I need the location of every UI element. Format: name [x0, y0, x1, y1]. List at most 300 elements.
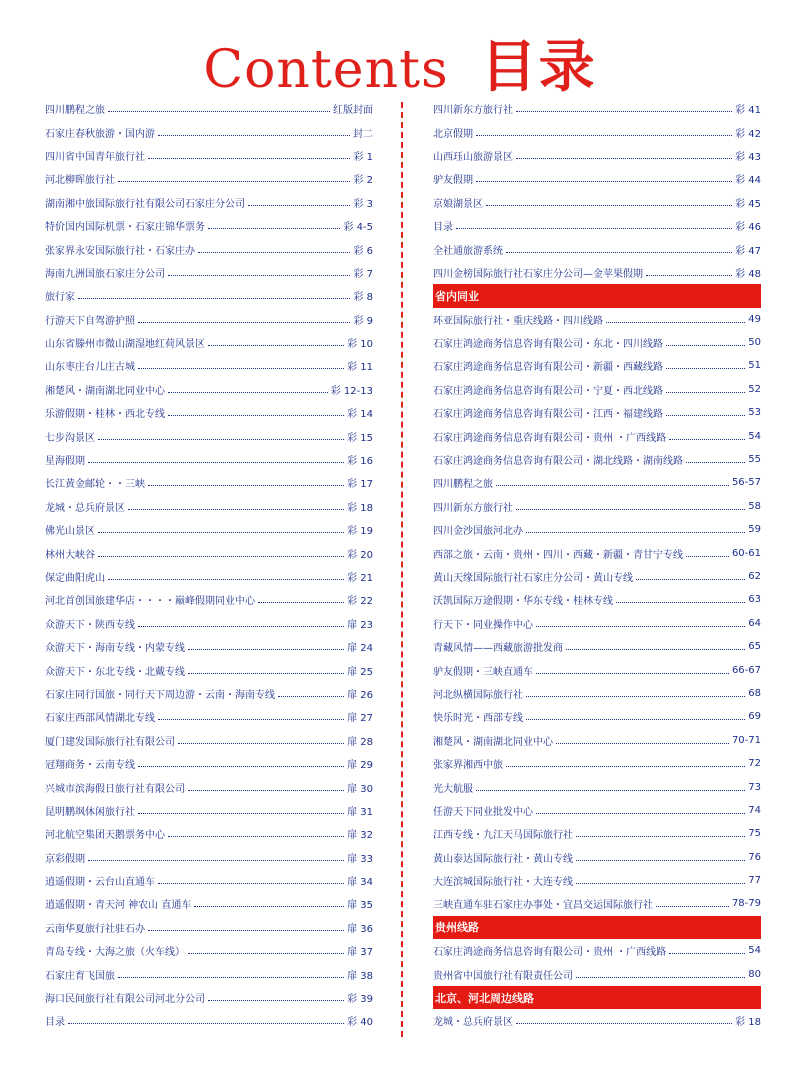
toc-entry[interactable]	[433, 939, 761, 962]
entry-page-number: 彩 8	[353, 292, 373, 304]
entry-title: 四川金沙国旅河北办	[433, 526, 523, 538]
entry-page-number: 彩 39	[347, 994, 373, 1006]
entry-page-number: 69	[748, 711, 761, 723]
entry-title: 四川鹏程之旅	[45, 105, 105, 117]
entry-page-number: 彩 16	[347, 456, 373, 468]
toc-entry[interactable]	[45, 401, 373, 424]
entry-title: 特价国内国际机票・石家庄锦华票务	[45, 222, 205, 234]
dot-leader	[158, 134, 350, 136]
dot-leader	[108, 578, 344, 580]
toc-entry[interactable]	[45, 424, 373, 447]
entry-page-number: 彩 47	[735, 245, 761, 257]
entry-title: 黄山泰达国际旅行社・黄山专线	[433, 853, 573, 865]
toc-entry[interactable]	[45, 565, 373, 588]
entry-title: 龙城・总兵府景区	[45, 502, 125, 514]
entry-title: 河北柳晖旅行社	[45, 175, 115, 187]
entry-title: 云南华夏旅行社驻石办	[45, 923, 145, 935]
column-divider	[401, 102, 403, 1037]
toc-entry[interactable]	[433, 775, 761, 798]
entry-title: 四川金榜国际旅行社石家庄分公司—金苹果假期	[433, 268, 643, 280]
dot-leader	[496, 484, 729, 486]
dot-leader	[476, 134, 732, 136]
dot-leader	[566, 648, 745, 650]
toc-entry[interactable]	[433, 191, 761, 214]
entry-title: 山西珏山旅游景区	[433, 151, 513, 163]
toc-entry[interactable]	[45, 916, 373, 939]
entry-title: 石家庄鸿途商务信息咨询有限公司・新疆・西藏线路	[433, 362, 663, 374]
entry-page-number: 60-61	[731, 547, 761, 559]
entry-title: 旅行家	[45, 292, 75, 304]
dot-leader	[178, 742, 344, 744]
entry-title: 快乐时光・西部专线	[433, 713, 523, 725]
dot-leader	[526, 695, 745, 697]
entry-title: 石家庄鸿途商务信息咨询有限公司・宁夏・西北线路	[433, 385, 663, 397]
dot-leader	[666, 367, 745, 369]
entry-page-number: 55	[748, 454, 761, 466]
dot-leader	[669, 438, 745, 440]
right-column	[433, 97, 761, 1033]
dot-leader	[516, 110, 732, 112]
entry-page-number: 彩 14	[347, 409, 373, 421]
toc-entry[interactable]	[433, 752, 761, 775]
toc-entry[interactable]	[45, 144, 373, 167]
toc-entry[interactable]	[45, 799, 373, 822]
entry-title: 海南九洲国旅石家庄分公司	[45, 268, 165, 280]
entry-page-number: 彩 4-5	[343, 222, 373, 234]
toc-entry[interactable]	[433, 120, 761, 143]
entry-page-number: 扉 26	[347, 689, 373, 701]
entry-title: 林州大峡谷	[45, 549, 95, 561]
entry-page-number: 彩 18	[735, 1017, 761, 1029]
entry-title: 河北首创国旅建华店・・・・巅峰假期同业中心	[45, 596, 255, 608]
dot-leader	[138, 625, 344, 627]
entry-title: 星海假期	[45, 456, 85, 468]
toc-entry[interactable]	[433, 962, 761, 985]
entry-page-number: 53	[748, 407, 761, 419]
toc-entry[interactable]	[45, 354, 373, 377]
entry-title: 湘楚风・湖南湖北同业中心	[45, 385, 165, 397]
entry-title: 众游天下・海南专线・内蒙专线	[45, 643, 185, 655]
entry-page-number: 72	[748, 758, 761, 770]
toc-entry[interactable]	[45, 284, 373, 307]
entry-page-number: 76	[748, 851, 761, 863]
toc-entry[interactable]	[45, 214, 373, 237]
toc-entry[interactable]	[433, 846, 761, 869]
toc-entry[interactable]	[45, 705, 373, 728]
entry-page-number: 扉 23	[347, 619, 373, 631]
entry-title: 光大航服	[433, 783, 473, 795]
dot-leader	[158, 882, 344, 884]
dot-leader	[556, 742, 729, 744]
dot-leader	[656, 905, 729, 907]
entry-page-number: 彩 44	[735, 175, 761, 187]
dot-leader	[148, 157, 350, 159]
toc-entry[interactable]	[433, 822, 761, 845]
entry-title: 湖南湘中旅国际旅行社有限公司石家庄分公司	[45, 198, 245, 210]
entry-page-number: 彩 41	[735, 105, 761, 117]
entry-title: 行天下・同业操作中心	[433, 619, 533, 631]
toc-entry[interactable]	[45, 635, 373, 658]
entry-page-number: 78-79	[731, 898, 761, 910]
dot-leader	[108, 110, 330, 112]
dot-leader	[208, 227, 340, 229]
dot-leader	[68, 1022, 344, 1024]
toc-entry[interactable]	[45, 658, 373, 681]
dot-leader	[666, 344, 745, 346]
entry-title: 四川新东方旅行社	[433, 502, 513, 514]
dot-leader	[128, 508, 344, 510]
entry-page-number: 彩 48	[735, 268, 761, 280]
entry-title: 长江黄金邮轮・・三峡	[45, 479, 145, 491]
toc-entry[interactable]	[433, 331, 761, 354]
toc-entry[interactable]	[433, 471, 761, 494]
dot-leader	[208, 344, 344, 346]
entry-title: 四川省中国青年旅行社	[45, 151, 145, 163]
toc-entry[interactable]	[433, 495, 761, 518]
toc-entry[interactable]	[45, 939, 373, 962]
dot-leader	[118, 976, 344, 978]
toc-entry[interactable]	[433, 424, 761, 447]
entry-page-number: 58	[748, 500, 761, 512]
entry-page-number: 彩 10	[347, 339, 373, 351]
entry-title: 石家庄鸿途商务信息咨询有限公司・贵州 ・广西线路	[433, 432, 667, 444]
entry-title: 逍遥假期・云台山直通车	[45, 877, 155, 889]
toc-entry[interactable]	[45, 518, 373, 541]
entry-page-number: 70-71	[731, 734, 761, 746]
entry-title: 石家庄鸿途商务信息咨询有限公司・东北・四川线路	[433, 339, 663, 351]
entry-page-number: 77	[748, 875, 761, 887]
left-column	[45, 97, 373, 1033]
entry-title: 兴城市滨海假日旅行社有限公司	[45, 783, 185, 795]
toc-entry[interactable]	[45, 752, 373, 775]
entry-page-number: 彩 1	[353, 151, 373, 163]
entry-title: 佛光山景区	[45, 526, 95, 538]
dot-leader	[88, 859, 344, 861]
dot-leader	[278, 695, 344, 697]
toc-entry[interactable]	[45, 167, 373, 190]
toc-entry[interactable]	[433, 308, 761, 331]
dot-leader	[606, 321, 745, 323]
section-header: 北京、河北周边线路	[433, 986, 761, 1009]
entry-title: 京娘湖景区	[433, 198, 483, 210]
dot-leader	[526, 718, 745, 720]
dot-leader	[148, 929, 344, 931]
entry-page-number: 彩 11	[347, 362, 373, 374]
entry-title: 沃凯国际万途假期・华东专线・桂林专线	[433, 596, 613, 608]
entry-page-number: 65	[748, 641, 761, 653]
dot-leader	[168, 274, 350, 276]
entry-title: 驴友假期・三峡直通车	[433, 666, 533, 678]
dot-leader	[148, 484, 344, 486]
dot-leader	[576, 859, 745, 861]
entry-title: 任游天下同业批发中心	[433, 806, 533, 818]
entry-title: 湘楚风・湖南湖北同业中心	[433, 736, 553, 748]
entry-page-number: 59	[748, 524, 761, 536]
toc-entry[interactable]	[45, 120, 373, 143]
entry-page-number: 彩 42	[735, 128, 761, 140]
toc-entry[interactable]	[433, 658, 761, 681]
entry-page-number: 扉 34	[347, 877, 373, 889]
dot-leader	[208, 999, 344, 1001]
dot-leader	[669, 952, 745, 954]
dot-leader	[168, 414, 344, 416]
entry-title: 目录	[433, 222, 453, 234]
entry-page-number: 扉 28	[347, 736, 373, 748]
toc-entry[interactable]	[45, 191, 373, 214]
entry-title: 西部之旅・云南・贵州・四川・西藏・新疆・青甘宁专线	[433, 549, 683, 561]
entry-page-number: 彩 46	[735, 222, 761, 234]
toc-entry[interactable]	[45, 471, 373, 494]
toc-entry[interactable]	[433, 588, 761, 611]
entry-page-number: 68	[748, 687, 761, 699]
toc-entry[interactable]	[433, 682, 761, 705]
entry-page-number: 扉 37	[347, 947, 373, 959]
entry-title: 京彩假期	[45, 853, 85, 865]
toc-entry[interactable]	[45, 729, 373, 752]
dot-leader	[686, 555, 729, 557]
dot-leader	[168, 835, 344, 837]
toc-entry[interactable]	[45, 261, 373, 284]
entry-page-number: 彩 19	[347, 526, 373, 538]
dot-leader	[188, 789, 344, 791]
entry-page-number: 彩 43	[735, 151, 761, 163]
dot-leader	[98, 438, 344, 440]
toc-entry[interactable]	[433, 97, 761, 120]
entry-page-number: 扉 27	[347, 713, 373, 725]
entry-page-number: 彩 15	[347, 432, 373, 444]
entry-page-number: 扉 33	[347, 853, 373, 865]
entry-title: 黄山天缘国际旅行社石家庄分公司・黄山专线	[433, 573, 633, 584]
dot-leader	[88, 461, 344, 463]
dot-leader	[138, 321, 350, 323]
toc-entry[interactable]	[45, 869, 373, 892]
entry-title: 保定曲阳虎山	[45, 573, 105, 584]
toc-entry[interactable]	[45, 892, 373, 915]
entry-page-number: 52	[748, 383, 761, 395]
entry-page-number: 64	[748, 617, 761, 629]
dot-leader	[158, 718, 344, 720]
dot-leader	[636, 578, 745, 580]
entry-title: 海口民间旅行社有限公司河北分公司	[45, 994, 205, 1006]
toc-entry[interactable]	[433, 261, 761, 284]
title-chinese: 目录	[480, 35, 597, 100]
toc-entry[interactable]	[45, 962, 373, 985]
entry-title: 龙城・总兵府景区	[433, 1017, 513, 1029]
entry-page-number: 50	[748, 337, 761, 349]
entry-title: 石家庄鸿途商务信息咨询有限公司・江西・福建线路	[433, 409, 663, 421]
dot-leader	[616, 601, 745, 603]
dot-leader	[576, 976, 745, 978]
section-header: 省内同业	[433, 284, 761, 307]
toc-entry[interactable]	[433, 214, 761, 237]
dot-leader	[118, 180, 350, 182]
entry-title: 贵州省中国旅行社有限责任公司	[433, 970, 573, 982]
entry-page-number: 扉 25	[347, 666, 373, 678]
toc-entry[interactable]	[433, 799, 761, 822]
toc-entry[interactable]	[45, 97, 373, 120]
entry-page-number: 49	[748, 313, 761, 325]
toc-entry[interactable]	[45, 308, 373, 331]
entry-page-number: 80	[748, 968, 761, 980]
dot-leader	[98, 531, 344, 533]
toc-entry[interactable]	[433, 354, 761, 377]
entry-title: 昆明鹏飒休闲旅行社	[45, 806, 135, 818]
dot-leader	[456, 227, 732, 229]
entry-page-number: 彩 17	[347, 479, 373, 491]
toc-entry[interactable]	[433, 635, 761, 658]
toc-entry[interactable]	[433, 167, 761, 190]
dot-leader	[188, 672, 344, 674]
dot-leader	[516, 157, 732, 159]
entry-title: 目录	[45, 1017, 65, 1029]
dot-leader	[194, 905, 344, 907]
entry-page-number: 54	[748, 945, 761, 957]
title-english: Contents	[203, 40, 449, 100]
entry-page-number: 扉 38	[347, 970, 373, 982]
entry-title: 江西专线・九江天马国际旅行社	[433, 830, 573, 842]
toc-entry[interactable]	[433, 1009, 761, 1032]
entry-page-number: 扉 30	[347, 783, 373, 795]
dot-leader	[666, 391, 745, 393]
dot-leader	[138, 765, 344, 767]
dot-leader	[188, 952, 344, 954]
dot-leader	[536, 672, 729, 674]
toc-entry[interactable]	[45, 588, 373, 611]
entry-title: 环亚国际旅行社・重庆线路・四川线路	[433, 315, 603, 327]
dot-leader	[516, 1022, 732, 1024]
entry-title: 众游天下・东北专线・北戴专线	[45, 666, 185, 678]
section-header: 贵州线路	[433, 916, 761, 939]
dot-leader	[486, 204, 732, 206]
entry-title: 山东枣庄台儿庄古城	[45, 362, 135, 374]
toc-entry[interactable]	[433, 541, 761, 564]
entry-title: 行游天下自驾游护照	[45, 315, 135, 327]
entry-page-number: 彩 45	[735, 198, 761, 210]
dot-leader	[98, 555, 344, 557]
dot-leader	[576, 882, 745, 884]
dot-leader	[516, 508, 745, 510]
entry-title: 逍遥假期・青天河 神农山 直通车	[45, 900, 192, 912]
toc-entry[interactable]	[45, 822, 373, 845]
toc-entry[interactable]	[433, 401, 761, 424]
entry-title: 青岛专线・大海之旅（火车线）	[45, 947, 185, 959]
toc-entry[interactable]	[45, 775, 373, 798]
toc-entry[interactable]	[45, 448, 373, 471]
toc-entry[interactable]	[433, 448, 761, 471]
entry-page-number: 73	[748, 781, 761, 793]
dot-leader	[168, 391, 328, 393]
contents-title	[0, 20, 800, 100]
entry-page-number: 扉 29	[347, 760, 373, 772]
toc-entry[interactable]	[45, 682, 373, 705]
toc-entry[interactable]	[433, 892, 761, 915]
entry-page-number: 彩 6	[353, 245, 373, 257]
entry-page-number: 彩 40	[347, 1017, 373, 1029]
entry-page-number: 75	[748, 828, 761, 840]
dot-leader	[666, 414, 745, 416]
entry-title: 河北纵横国际旅行社	[433, 689, 523, 701]
toc-entry[interactable]	[433, 612, 761, 635]
entry-page-number: 彩 21	[347, 573, 373, 584]
entry-title: 冠翔商务・云南专线	[45, 760, 135, 772]
entry-title: 四川鹏程之旅	[433, 479, 493, 491]
toc-entry[interactable]	[433, 144, 761, 167]
dot-leader	[198, 251, 350, 253]
entry-page-number: 63	[748, 594, 761, 606]
toc-entry[interactable]	[45, 1009, 373, 1032]
dot-leader	[506, 251, 732, 253]
dot-leader	[248, 204, 350, 206]
entry-title: 大连滨城国际旅行社・大连专线	[433, 877, 573, 889]
entry-title: 驴友假期	[433, 175, 473, 187]
entry-title: 众游天下・陕西专线	[45, 619, 135, 631]
toc-entry[interactable]	[433, 237, 761, 260]
toc-entry[interactable]	[45, 846, 373, 869]
toc-entry[interactable]	[45, 331, 373, 354]
dot-leader	[258, 601, 344, 603]
dot-leader	[536, 625, 745, 627]
entry-title: 北京假期	[433, 128, 473, 140]
toc-entry[interactable]	[45, 541, 373, 564]
entry-title: 青藏风情——西藏旅游批发商	[433, 643, 563, 655]
entry-title: 石家庄鸿途商务信息咨询有限公司・湖北线路・湖南线路	[433, 456, 683, 468]
entry-page-number: 彩 9	[353, 315, 373, 327]
dot-leader	[78, 297, 350, 299]
toc-entry[interactable]	[433, 869, 761, 892]
dot-leader	[686, 461, 745, 463]
entry-page-number: 彩 18	[347, 502, 373, 514]
entry-page-number: 彩 7	[353, 268, 373, 280]
entry-page-number: 66-67	[731, 664, 761, 676]
dot-leader	[646, 274, 732, 276]
dot-leader	[576, 835, 745, 837]
toc-entry[interactable]	[433, 565, 761, 588]
entry-title: 石家庄春秋旅游・国内游	[45, 128, 155, 140]
entry-title: 七步沟景区	[45, 432, 95, 444]
entry-page-number: 51	[748, 360, 761, 372]
toc-entry[interactable]	[433, 729, 761, 752]
entry-page-number: 扉 31	[347, 806, 373, 818]
toc-entry[interactable]	[45, 495, 373, 518]
entry-title: 山东省滕州市微山湖湿地红荷风景区	[45, 339, 205, 351]
toc-entry[interactable]	[45, 986, 373, 1009]
toc-entry[interactable]	[433, 378, 761, 401]
toc-entry[interactable]	[433, 705, 761, 728]
entry-title: 河北航空集团天鹅票务中心	[45, 830, 165, 842]
entry-page-number: 56-57	[731, 477, 761, 489]
dot-leader	[476, 180, 732, 182]
toc-entry[interactable]	[433, 518, 761, 541]
entry-title: 石家庄西部风情湖北专线	[45, 713, 155, 725]
toc-entry[interactable]	[45, 378, 373, 401]
dot-leader	[536, 812, 745, 814]
entry-title: 三峡直通车驻石家庄办事处・宜昌交运国际旅行社	[433, 900, 653, 912]
entry-page-number: 彩 12-13	[330, 385, 373, 397]
entry-page-number: 封二	[353, 128, 373, 140]
entry-page-number: 彩 3	[353, 198, 373, 210]
entry-title: 石家庄同行国旅・同行天下周边游・云南・海南专线	[45, 689, 275, 701]
entry-page-number: 扉 32	[347, 830, 373, 842]
entry-page-number: 扉 36	[347, 923, 373, 935]
entry-page-number: 彩 20	[347, 549, 373, 561]
toc-entry[interactable]	[45, 237, 373, 260]
dot-leader	[506, 765, 745, 767]
entry-title: 四川新东方旅行社	[433, 105, 513, 117]
entry-title: 厦门建发国际旅行社有限公司	[45, 736, 175, 748]
entry-page-number: 彩 22	[347, 596, 373, 608]
toc-entry[interactable]	[45, 612, 373, 635]
entry-title: 张家界湘西中旅	[433, 760, 503, 772]
